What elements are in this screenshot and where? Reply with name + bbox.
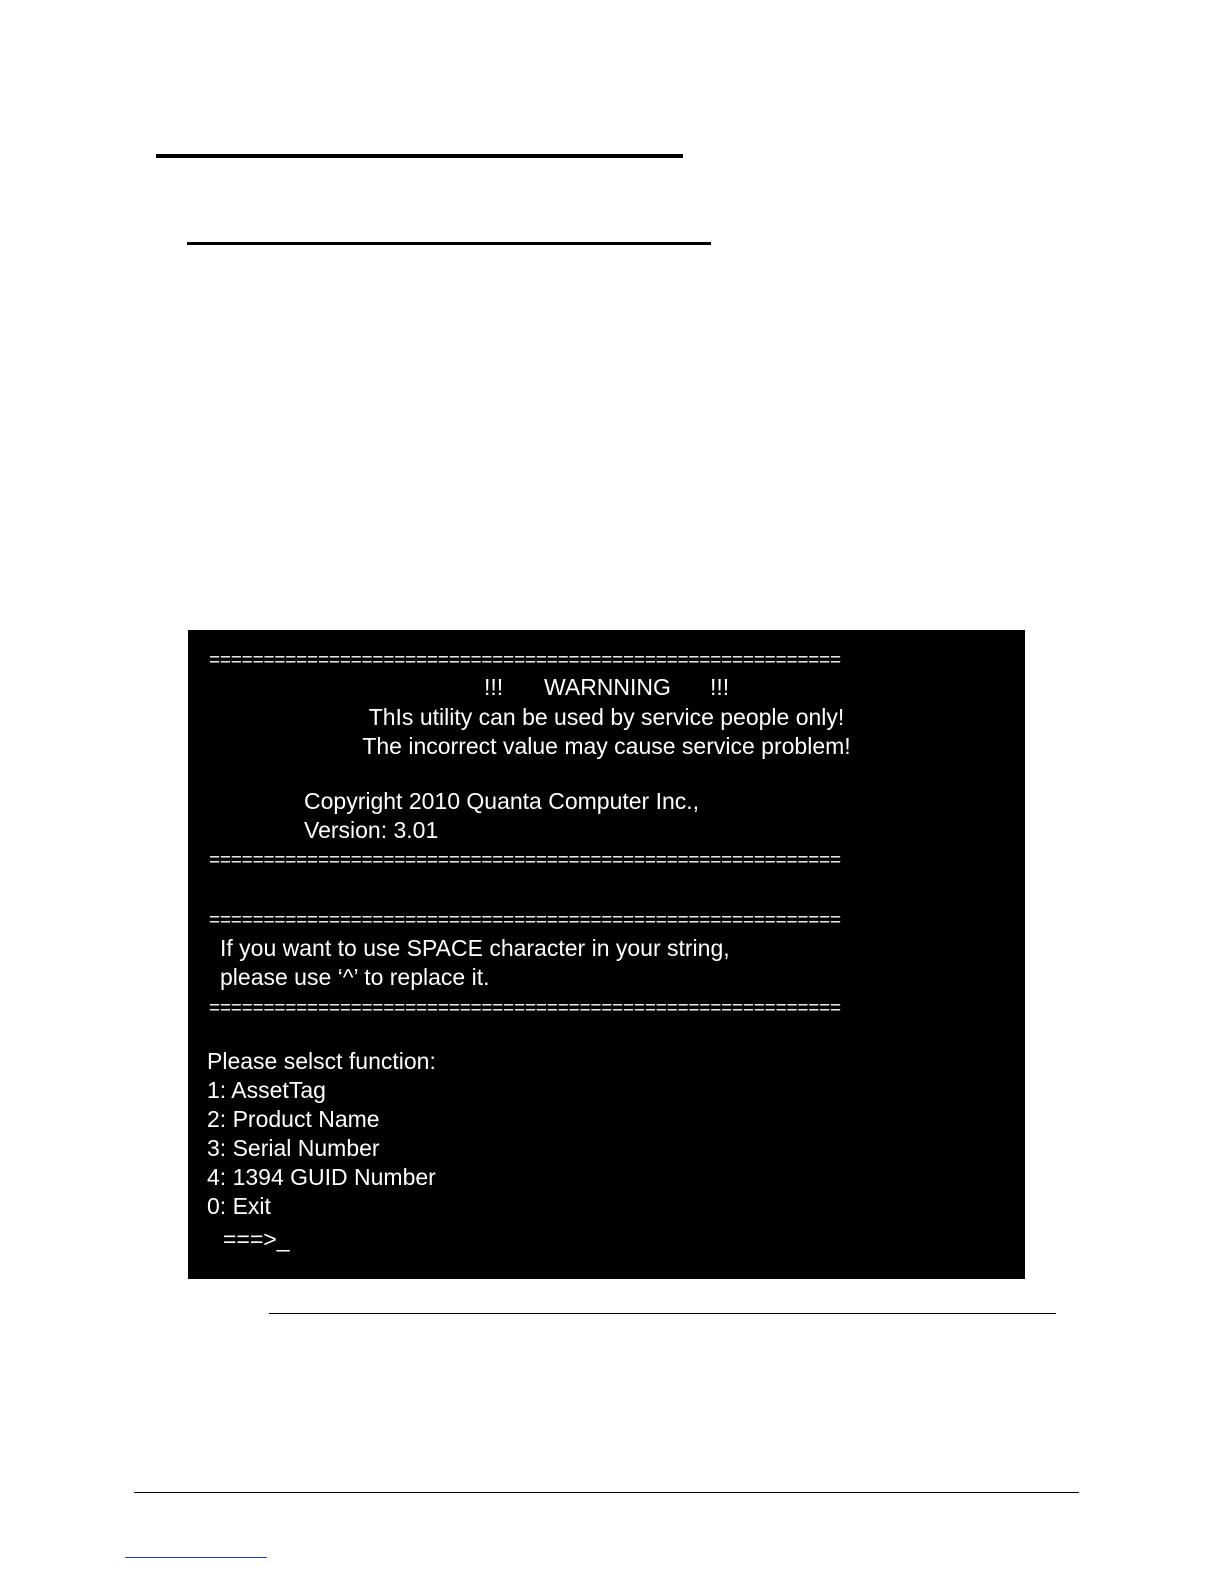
separator-line: ==========================================================	[209, 910, 841, 931]
space-note-line-1: If you want to use SPACE character in your string,	[220, 935, 730, 961]
menu-item-serial-number: 3: Serial Number	[207, 1135, 380, 1161]
terminal-screenshot	[188, 630, 1025, 1279]
caption-rule	[269, 1313, 1056, 1314]
menu-item-product-name: 2: Product Name	[207, 1106, 380, 1132]
menu-item-guid-number: 4: 1394 GUID Number	[207, 1164, 436, 1190]
input-prompt: ===>_	[223, 1226, 290, 1252]
space-note-line-2: please use ‘^’ to replace it.	[220, 964, 490, 990]
footer-rule	[134, 1492, 1079, 1493]
footer-link-underline	[125, 1557, 267, 1558]
separator-line: ==========================================================	[209, 998, 841, 1019]
warning-line-2: The incorrect value may cause service problem!	[362, 733, 851, 759]
warning-marks-left: !!!	[484, 674, 504, 700]
separator-line: ==========================================================	[209, 850, 841, 871]
warning-marks-right: !!!	[710, 674, 730, 700]
menu-item-asset-tag: 1: AssetTag	[207, 1077, 326, 1103]
separator-line: ==========================================================	[209, 650, 841, 671]
menu-prompt: Please selsct function:	[207, 1048, 436, 1074]
warning-title: WARNNING	[544, 674, 671, 700]
menu-item-exit: 0: Exit	[207, 1193, 271, 1219]
copyright-text: Copyright 2010 Quanta Computer Inc.,	[304, 788, 700, 814]
warning-line-1: ThIs utility can be used by service people only!	[368, 704, 845, 730]
heading-underline	[156, 154, 683, 158]
subheading-underline	[187, 242, 711, 245]
version-text: Version: 3.01	[304, 817, 439, 843]
